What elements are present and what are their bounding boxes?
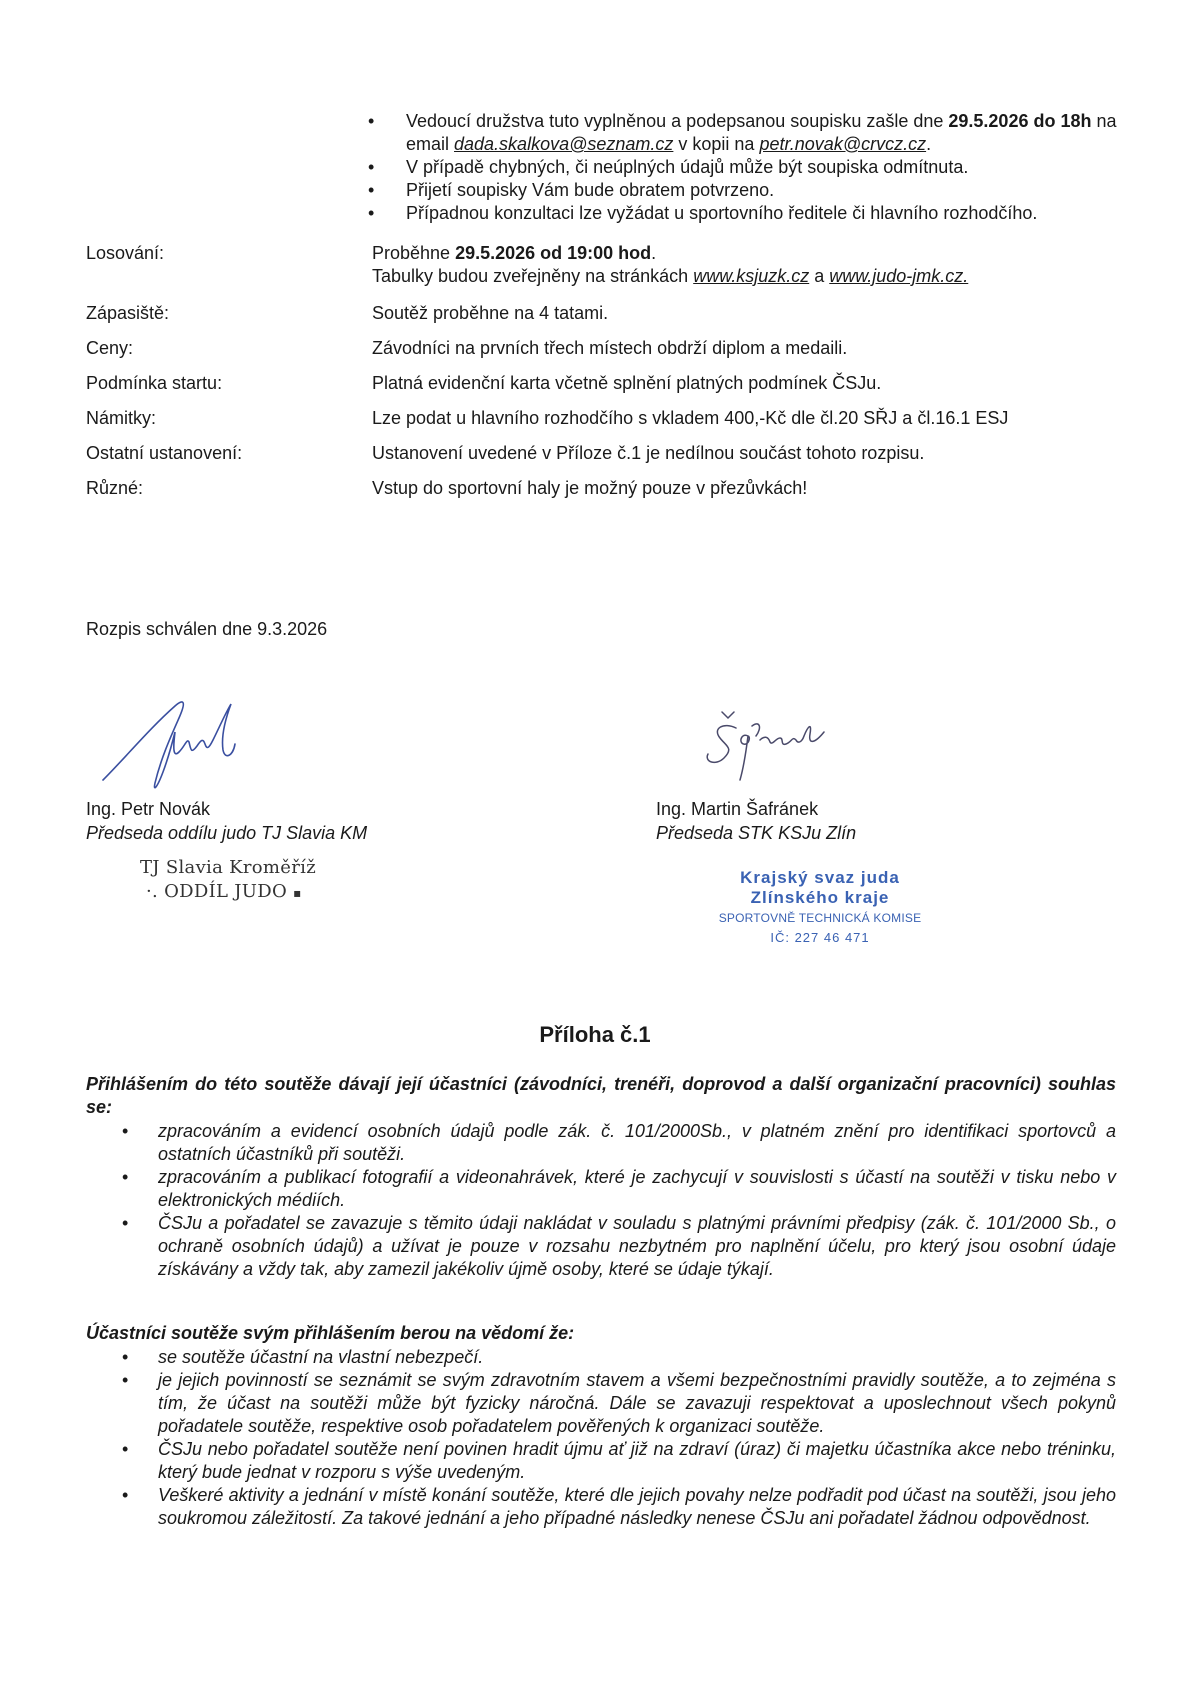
consent-intro: Přihlášením do této soutěže dávají její účastníci (závodníci, trenéři, doprovod a další organizační pracovníci) souhlas se: [86, 1074, 1116, 1117]
list-item: • se soutěže účastní na vlastní nebezpečí. [120, 1346, 1116, 1369]
signatory-role: Předseda STK KSJu Zlín [656, 823, 857, 843]
email-link-novak[interactable]: petr.novak@crvcz.cz [759, 134, 927, 154]
row-label: Podmínka startu: [86, 373, 223, 393]
row-value: Vstup do sportovní haly je možný pouze v přezůvkách! [372, 478, 808, 498]
signature-safranek [700, 706, 840, 786]
list-item: • zpracováním a evidencí osobních údajů podle zák. č. 101/2000Sb., v platném znění pro identifikaci sportovců a ostatních účastníků při soutěži. [120, 1120, 1116, 1166]
row-label: Ceny: [86, 338, 134, 358]
row-value: Ustanovení uvedené v Příloze č.1 je nedílnou součást tohoto rozpisu. [372, 443, 925, 463]
acknowledgement-list [120, 1346, 1116, 1530]
list-item: • Případnou konzultaci lze vyžádat u sportovního ředitele či hlavního rozhodčího. [360, 202, 1120, 225]
list-item: • ČSJu a pořadatel se zavazuje s těmito údaji nakládat v souladu s platnými právními předpisy (zák. č. 101/2000 Sb., o ochraně osobních údajů) a užívat je pouze v rozsahu nezbytném pro naplnění účelu, pro který jsou osobní údaje získávány a vždy tak, aby zamezil jakékoliv újmě osoby, které se údaje týkají. [120, 1212, 1116, 1281]
acknowledgement-intro: Účastníci soutěže svým přihlášením berou na vědomí že: [86, 1323, 575, 1343]
consent-list [120, 1120, 1116, 1281]
row-value: Lze podat u hlavního rozhodčího s vkladem 400,-Kč dle čl.20 SŘJ a čl.16.1 ESJ [372, 408, 1009, 428]
signature-novak [95, 688, 275, 798]
list-item: • Veškeré aktivity a jednání v místě konání soutěže, které dle jejich povahy nelze podřadit pod účast na soutěži, jsou jeho soukromou záležitostí. Za takové jednání a jeho případné následky nenese ČSJu ani pořadatel žádnou odpovědnost. [120, 1484, 1116, 1530]
row-label: Losování: [86, 243, 165, 263]
row-value: Platná evidenční karta včetně splnění platných podmínek ČSJu. [372, 373, 882, 393]
stamp-ksju-zlin: Krajský svaz juda Zlínského kraje SPORTOVNĚ TECHNICKÁ KOMISE IČ: 227 46 471 [718, 868, 922, 945]
row-label: Zápasiště: [86, 303, 170, 323]
list-item: • Vedoucí družstva tuto vyplněnou a podepsanou soupisku zašle dne 29.5.2026 do 18h na email dada.skalkova@seznam.cz v kopii na petr.novak@crvcz.cz. [360, 110, 1120, 156]
submission-instructions-list [360, 110, 1120, 225]
signatory-name: Ing. Martin Šafránek [656, 799, 819, 819]
email-link-skalkova[interactable]: dada.skalkova@seznam.cz [454, 134, 674, 154]
signatory-left [86, 797, 367, 845]
annex-title: Příloha č.1 [539, 1022, 651, 1047]
link-ksjuzk[interactable]: www.ksjuzk.cz [693, 266, 810, 286]
row-label: Různé: [86, 478, 144, 498]
list-item: • ČSJu nebo pořadatel soutěže není povinen hradit újmu ať již na zdraví (úraz) či majetku účastníka akce nebo tréninku, který bude jednat v rozporu s výše uvedeným. [120, 1438, 1116, 1484]
signatory-right [656, 797, 856, 845]
approval-date: Rozpis schválen dne 9.3.2026 [86, 619, 328, 639]
row-value: Závodníci na prvních třech místech obdrží diplom a medaili. [372, 338, 848, 358]
list-item: • je jejich povinností se seznámit se svým zdravotním stavem a všemi bezpečnostními pravidly soutěže, a to zejména s tím, že účast na soutěži může být fyzicky náročná. Dále se zavazuji respektovat a uposlechnout všech pokynů pořadatele soutěže, respektive osob pořadatelem pověřených k organizaci soutěže. [120, 1369, 1116, 1438]
signatory-role: Předseda oddílu judo TJ Slavia KM [86, 823, 368, 843]
signatory-name: Ing. Petr Novák [86, 799, 211, 819]
list-item: • V případě chybných, či neúplných údajů může být soupiska odmítnuta. [360, 156, 1120, 179]
link-judo-jmk[interactable]: www.judo-jmk.cz. [829, 266, 969, 286]
row-label: Ostatní ustanovení: [86, 443, 243, 463]
list-item: • zpracováním a publikací fotografií a videonahrávek, které je zachycují v souvislosti s účastí na soutěži v tisku nebo v elektronických médiích. [120, 1166, 1116, 1212]
row-value: Proběhne 29.5.2026 od 19:00 hod. Tabulky budou zveřejněny na stránkách www.ksjuzk.cz a www.judo-jmk.cz. [372, 243, 969, 286]
stamp-tj-slavia: TJ Slavia Kroměříž ·. ODDÍL JUDO ▪ [140, 857, 316, 902]
row-label: Námitky: [86, 408, 157, 428]
list-item: • Přijetí soupisky Vám bude obratem potvrzeno. [360, 179, 1120, 202]
row-value: Soutěž proběhne na 4 tatami. [372, 303, 609, 323]
